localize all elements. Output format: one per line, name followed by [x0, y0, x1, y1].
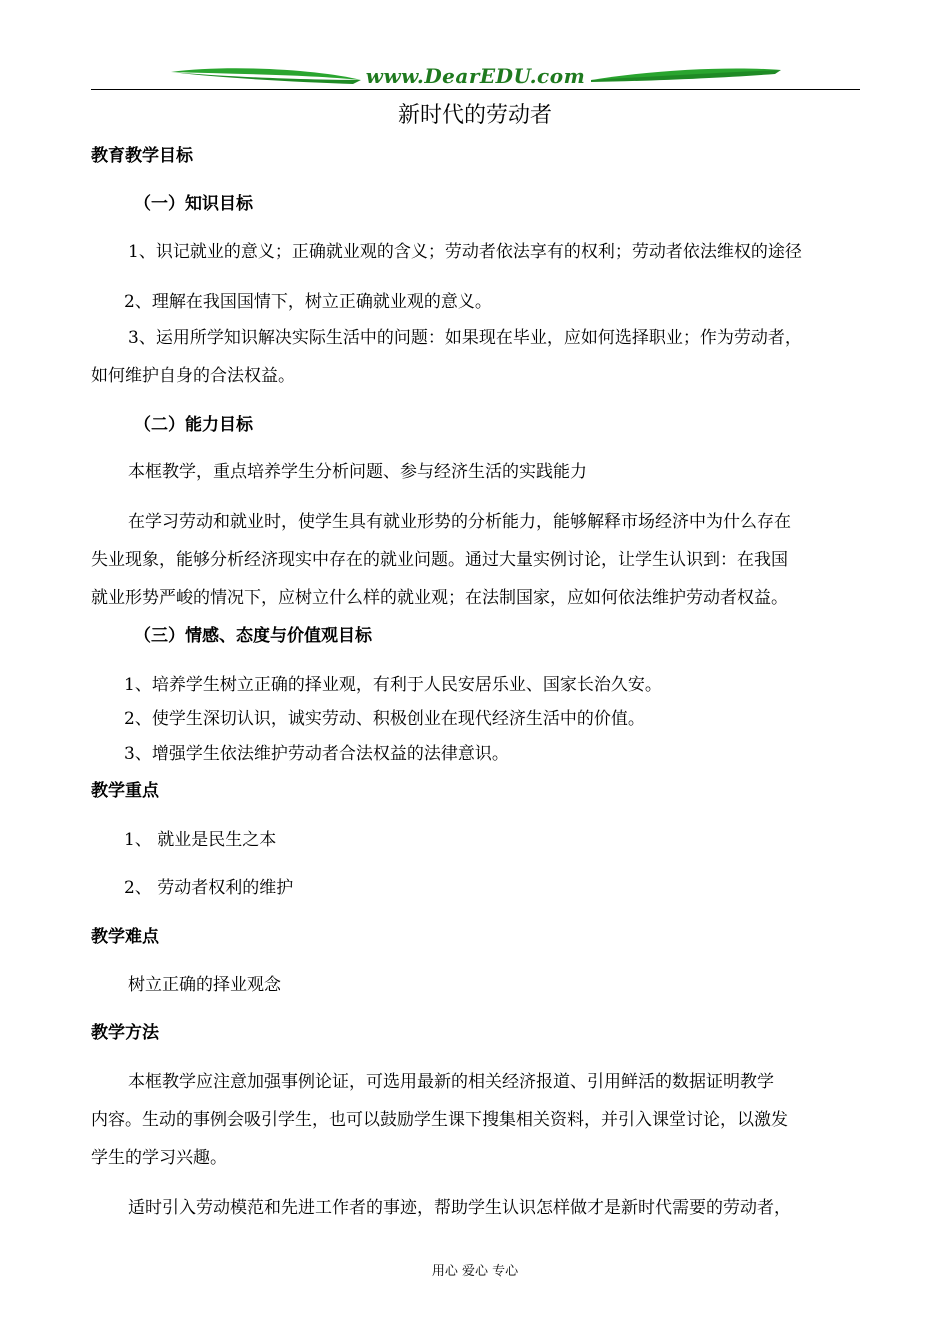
paragraph-line: 树立正确的择业观念 [128, 975, 281, 995]
paragraph-line: 如何维护自身的合法权益。 [91, 366, 295, 386]
paragraph-line: 就业形势严峻的情况下，应树立什么样的就业观；在法制国家，应如何依法维护劳动者权益。 [91, 588, 788, 608]
header-divider [91, 89, 860, 90]
section-heading: 教育教学目标 [91, 146, 193, 166]
site-logo-text[interactable]: www.DearEDU.com [365, 64, 586, 88]
paragraph-line: 2、理解在我国国情下，树立正确就业观的意义。 [124, 292, 492, 312]
list-item: 1、 就业是民生之本 [124, 830, 277, 850]
paragraph-line: 适时引入劳动模范和先进工作者的事迹，帮助学生认识怎样做才是新时代需要的劳动者， [128, 1198, 791, 1218]
section-heading: 教学方法 [91, 1023, 159, 1043]
paragraph-line: 本框教学应注意加强事例论证，可选用最新的相关经济报道、引用鲜活的数据证明教学 [128, 1072, 774, 1092]
subsection-heading: （三）情感、态度与价值观目标 [134, 626, 372, 646]
subsection-heading: （一）知识目标 [134, 194, 253, 214]
list-item: 2、 劳动者权利的维护 [124, 878, 294, 898]
page-footer: 用心 爱心 专心 [431, 1264, 519, 1279]
paragraph-line: 1、培养学生树立正确的择业观，有利于人民安居乐业、国家长治久安。 [124, 675, 662, 695]
paragraph-line: 1、识记就业的意义；正确就业观的含义；劳动者依法享有的权利；劳动者依法维权的途径 [128, 242, 802, 262]
paragraph-line: 学生的学习兴趣。 [91, 1148, 227, 1168]
paragraph-line: 在学习劳动和就业时，使学生具有就业形势的分析能力，能够解释市场经济中为什么存在 [128, 512, 791, 532]
paragraph-line: 3、运用所学知识解决实际生活中的问题：如果现在毕业，应如何选择职业；作为劳动者， [128, 328, 802, 348]
paragraph-line: 内容。生动的事例会吸引学生，也可以鼓励学生课下搜集相关资料，并引入课堂讨论，以激发 [91, 1110, 788, 1130]
paragraph-line: 2、使学生深切认识，诚实劳动、积极创业在现代经济生活中的价值。 [124, 709, 645, 729]
section-heading: 教学难点 [91, 927, 159, 947]
subsection-heading: （二）能力目标 [134, 415, 253, 435]
paragraph-line: 3、增强学生依法维护劳动者合法权益的法律意识。 [124, 744, 509, 764]
section-heading: 教学重点 [91, 781, 159, 801]
paragraph-line: 失业现象，能够分析经济现实中存在的就业问题。通过大量实例讨论，让学生认识到：在我国 [91, 550, 788, 570]
site-header-banner [91, 62, 860, 92]
paragraph-line: 本框教学，重点培养学生分析问题、参与经济生活的实践能力 [128, 462, 587, 482]
document-title: 新时代的劳动者 [397, 103, 552, 128]
